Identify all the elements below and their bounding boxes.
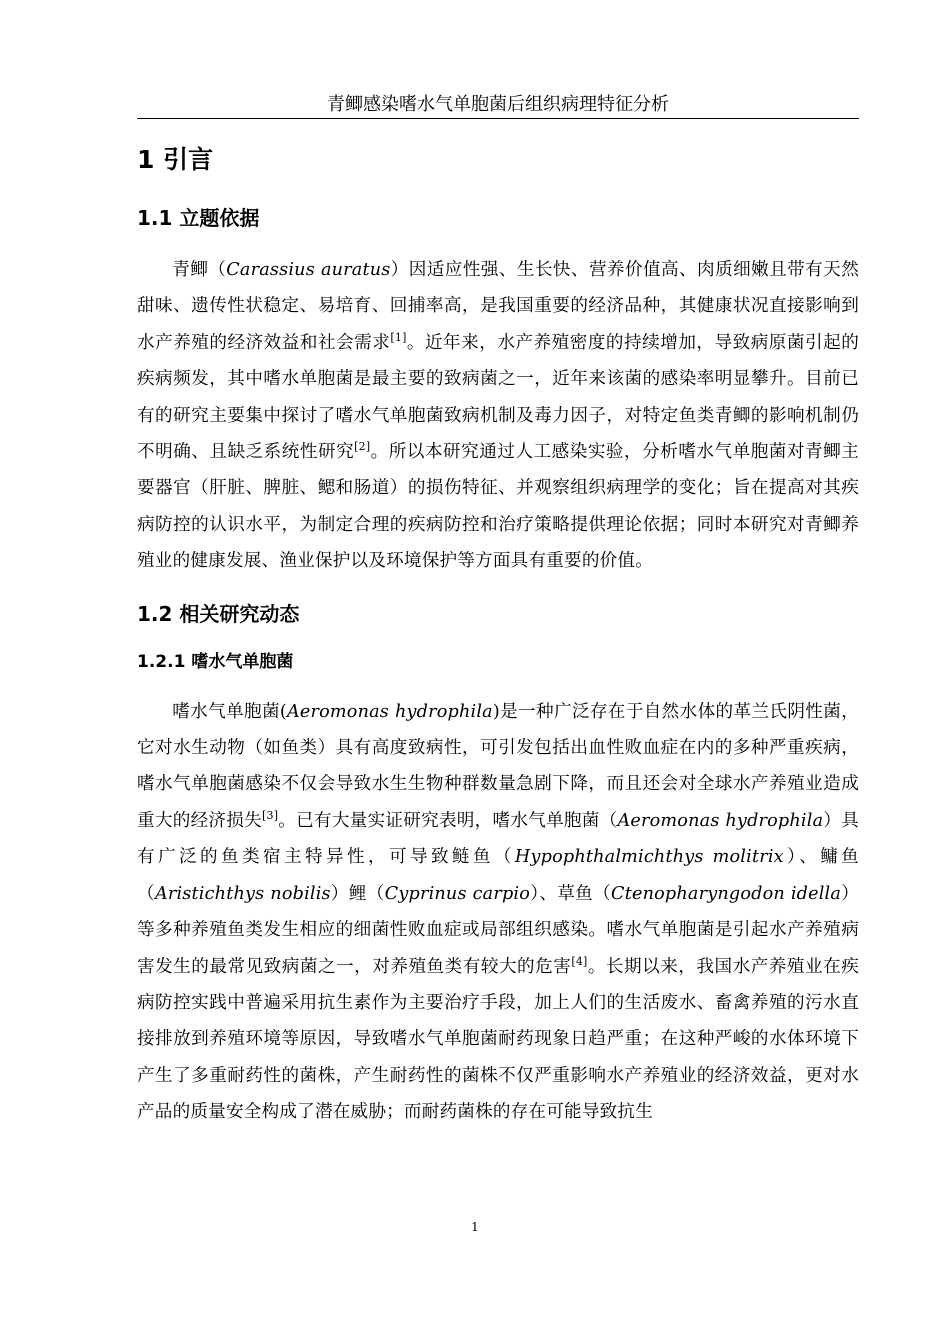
text-run: )是一种广泛存在于自然水体的革兰氏阴性菌，它对水生动物（如鱼类）具有高度致病性，可引发包括出血性败血症在内的多种严重疾病，嗜水气单胞菌感染不仅会导致水生生物种群数量急剧下降，而且还会对全球水产养殖业造成重大的经济损失 [137,701,859,831]
citation-ref: [4] [571,954,588,968]
citation-ref: [3] [262,809,279,823]
scientific-name: Hypophthalmichthys molitrix [514,847,784,868]
text-run: ）具有广泛的鱼类宿主特异性，可导致鲢鱼（ [137,810,859,868]
text-run: 。所以本研究通过人工感染实验，分析嗜水气单胞菌对青鲫主要器官（肝脏、脾脏、鳃和肠道）的损伤特征、并观察组织病理学的变化；旨在提高对其疾病防控的认识水平，为制定合理的疾病防控和治疗策略提供理论依据；同时本研究对青鲫养殖业的健康发展、渔业保护以及环境保护等方面具有重要的价值。 [137,442,859,572]
page-content [137,140,859,1149]
scientific-name: Aristichthys nobilis [154,883,331,904]
text-run: 。已有大量实证研究表明，嗜水气单胞菌（ [278,810,618,831]
section-1-2-1-heading: 1.2.1 嗜水气单胞菌 [137,651,294,672]
text-run: 。长期以来，我国水产养殖业在疾病防控实践中普遍采用抗生素作为主要治疗手段，加上人们的生活废水、畜禽养殖的污水直接排放到养殖环境等原因，导致嗜水气单胞菌耐药现象日趋严重；在这种严峻的水体环境下产生了多重耐药性的菌株，产生耐药性的菌株不仅严重影响水产养殖业的经济效益，更对水产品的质量安全构成了潜在威胁；而耐药菌株的存在可能导致抗生 [137,956,859,1123]
text-run: ）鲤（ [330,883,385,904]
text-run: 青鲫（ [172,260,227,280]
section-1-2-heading: 1.2 相关研究动态 [137,601,300,626]
scientific-name: Aeromonas hydrophila [617,810,824,831]
text-run: 嗜水气单胞菌( [172,701,287,722]
paragraph-aeromonas [137,694,859,1131]
text-run: ）、草鱼（ [530,883,612,904]
scientific-name: Ctenopharyngodon idella [611,883,842,904]
citation-ref: [2] [354,440,371,454]
running-header: 青鲫感染嗜水气单胞菌后组织病理特征分析 [327,94,669,115]
paragraph-rationale [137,252,859,580]
header-rule [137,118,859,119]
text-run: ）因适应性强、生长快、营养价值高、肉质细嫩且带有天然甜味、遗传性状稳定、易培育、回捕率高，是我国重要的经济品种，其健康状况直接影响到水产养殖的经济效益和社会需求 [137,260,859,353]
page-number: 1 [471,1220,479,1234]
section-1-1-heading: 1.1 立题依据 [137,206,260,230]
text-run: ）等多种养殖鱼类发生相应的细菌性败血症或局部组织感染。嗜水气单胞菌是引起水产养殖病害发生的最常见致病菌之一，对养殖鱼类有较大的危害 [137,883,860,977]
scientific-name: Cyprinus carpio [384,883,531,904]
citation-ref: [1] [390,330,407,344]
scientific-name: Carassius auratus [226,260,391,280]
text-run: ）、鳙鱼（ [137,847,859,904]
text-run: 。近年来，水产养殖密度的持续增加，导致病原菌引起的疾病频发，其中嗜水单胞菌是最主要的致病菌之一，近年来该菌的感染率明显攀升。目前已有的研究主要集中探讨了嗜水气单胞菌致病机制及毒力因子，对特定鱼类青鲫的影响机制仍不明确、且缺乏系统性研究 [137,332,859,463]
section-1-heading: 1 引言 [137,145,214,174]
scientific-name: Aeromonas hydrophila [286,701,493,722]
